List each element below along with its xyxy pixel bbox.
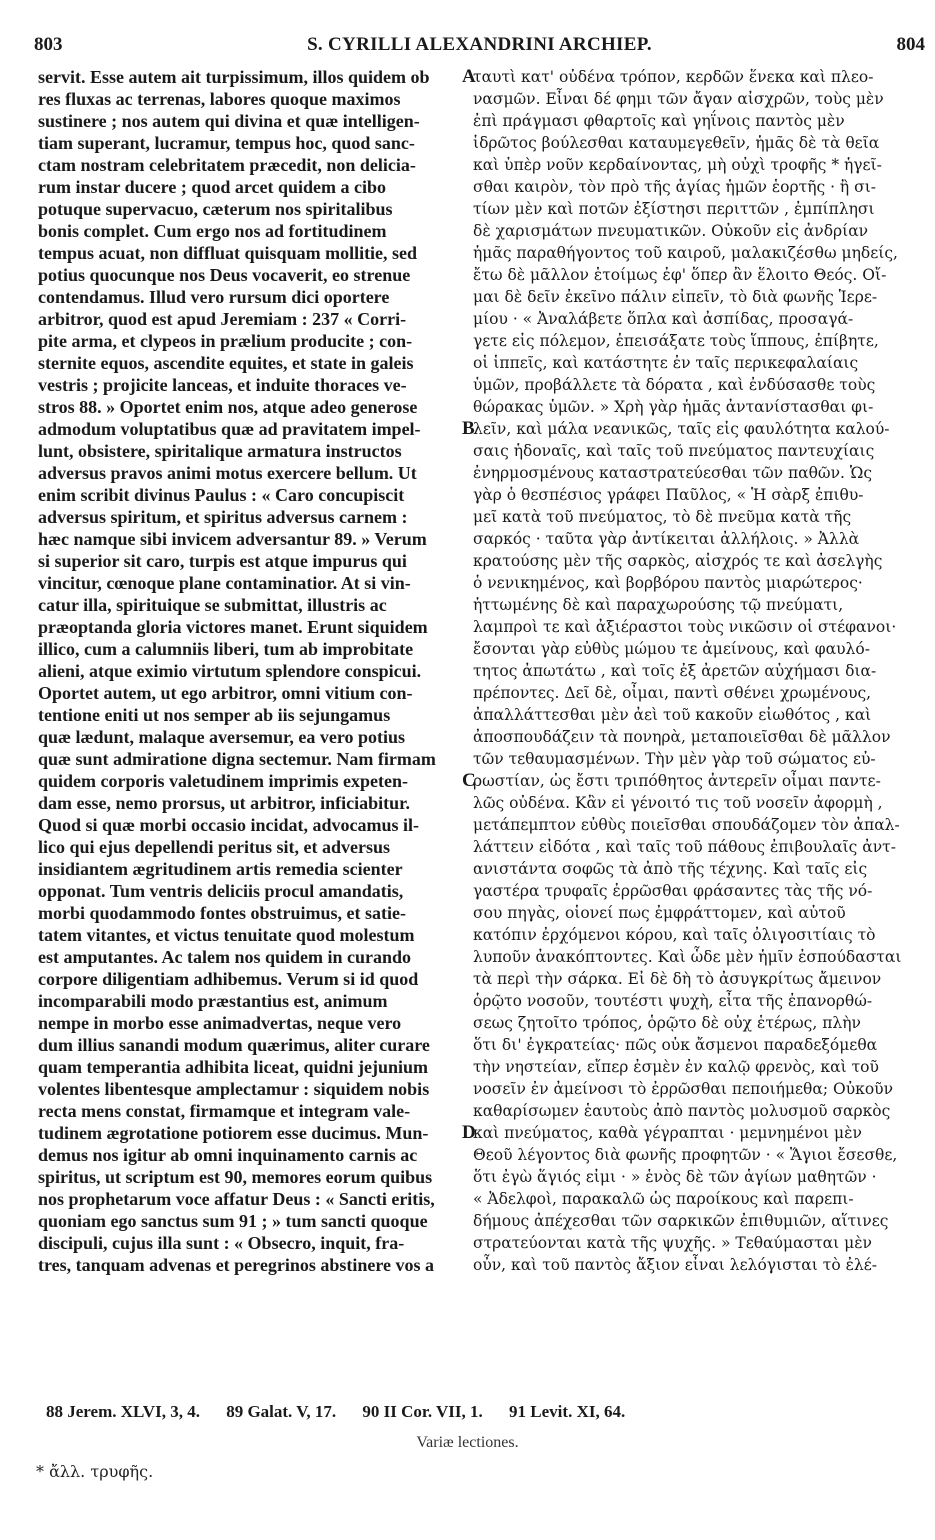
greek-text-line: λάττειν εἰδότα , καὶ ταῖς τοῦ πάθους ἐπιβουλαῖς ἀντ- bbox=[473, 838, 896, 856]
running-title: S. CYRILLI ALEXANDRINI ARCHIEP. bbox=[307, 34, 652, 55]
greek-text-line: πρέποντες. Δεῖ δὲ, οἶμαι, παντὶ σθένει χρωμένους, bbox=[473, 684, 872, 702]
greek-text-line: ἐπὶ πράγμασι φθαρτοῖς καὶ γηΐνοις παντὸς μὲν bbox=[473, 112, 845, 130]
greek-text-line: ἀποσπουδάζειν τὰ πονηρὰ, μεταποιεῖσθαι δὲ μᾶλλον bbox=[473, 728, 891, 746]
greek-text-line: λῶς οὐδένα. Κἂν εἰ γένοιτό τις τοῦ νοσεῖν ἀφορμὴ , bbox=[473, 794, 883, 812]
greek-text-line: καθαρίσωμεν ἑαυτοὺς ἀπὸ παντὸς μολυσμοῦ σαρκὸς bbox=[473, 1102, 891, 1120]
latin-text-line: alieni, atque eximio virtutum splendore conspicui. bbox=[38, 661, 422, 681]
latin-text-line: arbitror, quod est apud Jeremiam : 237 « Corri- bbox=[38, 309, 407, 329]
greek-text-line: στρατεύονται κατὰ τῆς ψυχῆς. » Τεθαύμασται μὲν bbox=[473, 1234, 872, 1252]
latin-text-line: nos prophetarum voce affatur Deus : « Sancti eritis, bbox=[38, 1189, 435, 1209]
latin-text-line: Oportet autem, ut ego arbitror, omni vitium con- bbox=[38, 683, 413, 703]
margin-marker-a: A bbox=[462, 66, 476, 87]
latin-text-line: incomparabili modo præstantius est, animum bbox=[38, 991, 388, 1011]
latin-text-line: tatem vitantes, et victus tenuitate quod molestum bbox=[38, 925, 415, 945]
greek-text-line: λαμπροὶ τε καὶ ἀξιέραστοι τοὺς νικῶσιν οἱ στέφανοι· bbox=[473, 618, 897, 636]
greek-text-line: σθαι καιρὸν, τὸν πρὸ τῆς ἁγίας ἡμῶν ἑορτῆς · ἢ σι- bbox=[473, 178, 877, 196]
margin-marker-d: D bbox=[462, 1122, 476, 1143]
latin-text-line: spiritus, ut scriptum est 90, memores eorum quibus bbox=[38, 1167, 433, 1187]
greek-text-line: γετε εἰς πόλεμον, ἐπεισάξατε τοὺς ἵππους, ἐπίβητε, bbox=[473, 332, 879, 350]
greek-text-line: ὑμῶν, προβάλλετε τὰ δόρατα , καὶ ἐνδύσασθε τοὺς bbox=[473, 376, 876, 394]
latin-text-line: catur illa, spirituique se submittat, illustris ac bbox=[38, 595, 387, 615]
greek-text-line: ανιστάντα σοφῶς τὰ ἀπὸ τῆς τέχνης. Καὶ ταῖς εἰς bbox=[473, 860, 868, 878]
greek-text-line: ἡττωμένης δὲ καὶ παραχωρούσης τῷ πνεύματι, bbox=[473, 596, 844, 614]
greek-text-line: καὶ ὑπὲρ νοῦν κερδαίνοντας, μὴ οὐχὶ τροφῆς * ἡγεῖ- bbox=[473, 156, 882, 174]
latin-text-line: vincitur, cœnoque plane contaminatior. At si vin- bbox=[38, 573, 411, 593]
greek-text-line: ὅτι ἐγὼ ἅγιός εἰμι · » ἑνὸς δὲ τῶν ἁγίων μαθητῶν · bbox=[473, 1168, 877, 1186]
greek-text-line: νασμῶν. Εἶναι δέ φημι τῶν ἄγαν αἰσχρῶν, τοὺς μὲν bbox=[473, 90, 884, 108]
latin-text-line: quæ lædunt, malaque aversemur, ea vero potius bbox=[38, 727, 406, 747]
latin-text-line: Quod si quæ morbi occasio incidat, advocamus il- bbox=[38, 815, 420, 835]
greek-text-line: μετάπεμπτον εὐθὺς ποιεῖσθαι σπουδάζομεν τὸν ἀπαλ- bbox=[473, 816, 900, 834]
latin-text-line: tudinem ægrotatione potiorem esse ducimus. Mun- bbox=[38, 1123, 429, 1143]
margin-marker-c: C bbox=[462, 770, 476, 791]
greek-text-line: γὰρ ὁ θεσπέσιος γράφει Παῦλος, « Ἡ σὰρξ ἐπιθυ- bbox=[473, 486, 864, 504]
page-number-right: 804 bbox=[896, 34, 925, 55]
greek-text-line: δήμους ἀπέχεσθαι τῶν σαρκικῶν ἐπιθυμιῶν, αἵτινες bbox=[473, 1212, 889, 1230]
greek-text-line: σου πηγὰς, οἱονεί πως ἐμφράττομεν, καὶ αὐτοῦ bbox=[473, 904, 846, 922]
latin-text-line: dam esse, nemo prorsus, ut arbitror, inficiabitur. bbox=[38, 793, 411, 813]
latin-text-line: sternite equos, ascendite equites, et state in galeis bbox=[38, 353, 414, 373]
latin-text-line: si superior sit caro, turpis est atque impurus qui bbox=[38, 551, 407, 571]
greek-text-line: μίου · « Ἀναλάβετε ὅπλα καὶ ἀσπίδας, προσαγά- bbox=[473, 310, 854, 328]
latin-text-line: illico, cum a calumniis liberi, tum ab improbitate bbox=[38, 639, 414, 659]
greek-text-line: μεῖ κατὰ τοῦ πνεύματος, τὸ δὲ πνεῦμα κατὰ τῆς bbox=[473, 508, 852, 526]
latin-text-line: rum instar ducere ; quod arcet quidem a cibo bbox=[38, 177, 387, 197]
footnote-88: 88 Jerem. XLVI, 3, 4. bbox=[46, 1402, 200, 1421]
greek-text-line: ἡμᾶς παραθήγοντος τοῦ καιροῦ, μαλακιζέσθω μηδείς, bbox=[473, 244, 898, 262]
latin-text-line: insidiantem ægritudinem artis remedia scienter bbox=[38, 859, 403, 879]
greek-text-line: ἱδρῶτος βούλεσθαι καταυμεγεθεῖν, ἡμᾶς δὲ τὰ θεῖα bbox=[473, 134, 880, 152]
latin-text-line: enim scribit divinus Paulus : « Caro concupiscit bbox=[38, 485, 405, 505]
latin-text-line: res fluxas ac terrenas, labores quoque maximos bbox=[38, 89, 401, 109]
latin-text-line: admodum voluptatibus quæ ad pravitatem impel- bbox=[38, 419, 421, 439]
latin-text-line: volentes libentesque amplectamur : siquidem nobis bbox=[38, 1079, 430, 1099]
margin-marker-b: B bbox=[462, 418, 475, 439]
greek-text-line: ταυτὶ κατ' οὐδένα τρόπον, κερδῶν ἕνεκα καὶ πλεο- bbox=[473, 68, 874, 86]
latin-text-line: nempe in morbo esse animadvertas, neque vero bbox=[38, 1013, 402, 1033]
footnotes bbox=[46, 1402, 647, 1422]
latin-text-line: lunt, obsistere, spiritalique armatura instructos bbox=[38, 441, 402, 461]
latin-text-line: ctam nostram celebritatem præcedit, non delicia- bbox=[38, 155, 416, 175]
greek-text-line: δὲ χαρισμάτων πνευματικῶν. Οὐκοῦν εἰς ἀνδρίαν bbox=[473, 222, 869, 240]
latin-text-line: quoniam ego sanctus sum 91 ; » tum sancti quoque bbox=[38, 1211, 428, 1231]
latin-text-line: potuque supervacuo, cæterum nos spiritalibus bbox=[38, 199, 393, 219]
latin-text-line: sustinere ; nos autem qui divina et quæ intelligen- bbox=[38, 111, 420, 131]
latin-text-line: lico qui ejus depellendi peritus sit, et adversus bbox=[38, 837, 391, 857]
greek-text-line: σεως ζητοῖτο τρόπος, ὁρῷτο δὲ οὐχ ἑτέρως, πλὴν bbox=[473, 1014, 861, 1032]
latin-text-line: adversus spiritum, et spiritus adversus carnem : bbox=[38, 507, 408, 527]
greek-text-line: σαις ἡδοναῖς, καὶ ταῖς τοῦ πνεύματος παντευχίαις bbox=[473, 442, 875, 460]
greek-text-line: ἐνηρμοσμένους καταστρατεύεσθαι τῶν παθῶν. Ὡς bbox=[473, 464, 873, 482]
latin-text-line: quidem corporis valetudinem imprimis expeten- bbox=[38, 771, 408, 791]
latin-text-line: dum illius sanandi modum quærimus, aliter curare bbox=[38, 1035, 430, 1055]
greek-text-line: ἔσονται γὰρ εὐθὺς μώμου τε ἀμείνους, καὶ φαυλό- bbox=[473, 640, 870, 658]
greek-text-line: λεῖν, καὶ μάλα νεανικῶς, ταῖς εἰς φαυλότητα καλού- bbox=[473, 420, 890, 438]
greek-text-line: λυποῦν ἀνακόπτοντες. Καὶ ὧδε μὲν ἡμῖν ἐσπούδασται bbox=[473, 948, 902, 966]
latin-text-line: discipuli, cujus illa sunt : « Obsecro, inquit, fra- bbox=[38, 1233, 405, 1253]
latin-text-line: est amputantes. Ac talem nos quidem in curando bbox=[38, 947, 412, 967]
greek-text-line: τὰ περὶ τὴν σάρκα. Εἰ δὲ δὴ τὸ ἀσυγκρίτως ἄμεινον bbox=[473, 970, 882, 988]
greek-text-line: καὶ πνεύματος, καθὰ γέγραπται · μεμνημένοι μὲν bbox=[473, 1124, 862, 1142]
latin-text-line: opponat. Tum ventris deliciis procul amandatis, bbox=[38, 881, 404, 901]
latin-text-line: hæc namque sibi invicem adversantur 89. » Verum bbox=[38, 529, 427, 549]
footnote-89: 89 Galat. V, 17. bbox=[226, 1402, 337, 1421]
latin-text-line: præoptanda gloria victores manet. Erunt siquidem bbox=[38, 617, 428, 637]
greek-text-line: τίων μὲν καὶ ποτῶν ἐξίστησι περιττῶν , ἐμπίπλησι bbox=[473, 200, 875, 218]
footnote-91: 91 Levit. XI, 64. bbox=[509, 1402, 626, 1421]
greek-text-line: ὁρῷτο νοσοῦν, τουτέστι ψυχὴ, εἶτα τῆς ἐπανορθώ- bbox=[473, 992, 873, 1010]
greek-text-line: τῶν τεθαυμασμένων. Τὴν μὲν γὰρ τοῦ σώματος εὐ- bbox=[473, 750, 876, 768]
page-number-left: 803 bbox=[34, 34, 63, 55]
greek-text-line: τητος ἀπωτάτω , καὶ τοῖς ἐξ ἀρετῶν αὐχήμασι δια- bbox=[473, 662, 877, 680]
greek-text-line: κατόπιν ἐρχόμενοι κόρου, καὶ ταῖς ὀλιγοσιτίαις τὸ bbox=[473, 926, 876, 944]
latin-text-line: tentione eniti ut nos semper ab iis sejungamus bbox=[38, 705, 391, 725]
latin-text-line: corpore diligentiam adhibemus. Verum si id quod bbox=[38, 969, 419, 989]
greek-text-line: « Ἀδελφοὶ, παρακαλῶ ὡς παροίκους καὶ παρεπι- bbox=[473, 1190, 854, 1208]
latin-text-line: recta mens constat, firmamque et integram vale- bbox=[38, 1101, 411, 1121]
latin-text-line: pite arma, et clypeos in prælium producite ; con- bbox=[38, 331, 413, 351]
latin-text-line: stros 88. » Oportet enim nos, atque adeo generose bbox=[38, 397, 418, 417]
greek-text-line: τὴν νηστείαν, εἴπερ ἐσμὲν ἐν καλῷ φρενὸς, καὶ τοῦ bbox=[473, 1058, 879, 1076]
latin-text-line: bonis complet. Cum ergo nos ad fortitudinem bbox=[38, 221, 387, 241]
latin-text-line: morbi quodammodo fontes obstruimus, et satie- bbox=[38, 903, 407, 923]
latin-text-line: quam temperantia adhibita liceat, quidni jejunium bbox=[38, 1057, 429, 1077]
latin-text-line: contendamus. Illud vero rursum dici oportere bbox=[38, 287, 390, 307]
latin-text-line: vestris ; projicite lanceas, et induite thoraces ve- bbox=[38, 375, 407, 395]
latin-text-line: adversus pravos animi motus exercere bellum. Ut bbox=[38, 463, 417, 483]
latin-text-line: quæ sunt admiratione digna sectemur. Nam firmam bbox=[38, 749, 436, 769]
greek-text-line: κρατούσης μὲν τῆς σαρκὸς, αἰσχρός τε καὶ ἀσελγὴς bbox=[473, 552, 883, 570]
greek-text-line: μαι δὲ δεῖν ἐκεῖνο πάλιν εἰπεῖν, τὸ διὰ φωνῆς Ἱερε- bbox=[473, 288, 878, 306]
greek-text-line: γαστέρα τρυφαῖς ἐρρῶσθαι φράσαντες τὰς τῆς νό- bbox=[473, 882, 873, 900]
greek-text-line: οἱ ἱππεῖς, καὶ κατάστητε ἐν ταῖς περικεφαλαίαις bbox=[473, 354, 859, 372]
greek-text-line: οὖν, καὶ τοῦ παντὸς ἄξιον εἶναι λελόγισται τὸ ἐλέ- bbox=[473, 1256, 878, 1274]
variant-reading: * ἄλλ. τρυφῆς. bbox=[36, 1462, 154, 1481]
greek-text-line: ὁ νενικημένος, καὶ βορβόρου παντὸς μιαρώτερος· bbox=[473, 574, 863, 592]
greek-text-line: ρωστίαν, ὡς ἔστι τριπόθητος ἀντερεῖν οἶμαι παντε- bbox=[473, 772, 881, 790]
greek-text-line: ὅτι δι' ἐγκρατείας· πῶς οὐκ ἄσμενοι παραδεξόμεθα bbox=[473, 1036, 878, 1054]
greek-column bbox=[473, 66, 905, 1276]
greek-text-line: σαρκός · ταῦτα γὰρ ἀντίκειται ἀλλήλοις. » Ἀλλὰ bbox=[473, 530, 860, 548]
latin-text-line: tempus acuat, non diffluat quisquam mollitie, sed bbox=[38, 243, 418, 263]
latin-text-line: servit. Esse autem ait turpissimum, illos quidem ob bbox=[38, 67, 430, 87]
greek-text-line: θώρακας ὑμῶν. » Χρὴ γὰρ ἡμᾶς ἀντανίστασθαι φι- bbox=[473, 398, 874, 416]
running-header bbox=[34, 34, 925, 62]
greek-text-line: ἔτω δὲ μᾶλλον ἑτοίμως ἐφ' ὅπερ ἂν ἕλοιτο Θεός. Οἴ- bbox=[473, 266, 887, 284]
variae-lectiones-heading: Variæ lectiones. bbox=[416, 1434, 519, 1451]
greek-text-line: ἀπαλλάττεσθαι μὲν ἀεὶ τοῦ κακοῦν εἰωθότος , καὶ bbox=[473, 706, 872, 724]
greek-text-line: νοσεῖν ἐν ἀμείνοσι τὸ ἐρρῶσθαι πεποιήμεθα; Οὐκοῦν bbox=[473, 1080, 893, 1098]
latin-text-line: demus nos igitur ab omni inquinamento carnis ac bbox=[38, 1145, 418, 1165]
footnote-90: 90 II Cor. VII, 1. bbox=[362, 1402, 483, 1421]
greek-text-line: Θεοῦ λέγοντος διὰ φωνῆς προφητῶν · « Ἅγιοι ἔσεσθε, bbox=[473, 1146, 898, 1164]
latin-text-line: potius quocunque nos Deus vocaverit, eo strenue bbox=[38, 265, 411, 285]
latin-column bbox=[38, 66, 456, 1276]
latin-text-line: tres, tanquam advenas et peregrinos abstinere vos a bbox=[38, 1255, 434, 1275]
latin-text-line: tiam superant, lucramur, tempus hoc, quod sanc- bbox=[38, 133, 415, 153]
